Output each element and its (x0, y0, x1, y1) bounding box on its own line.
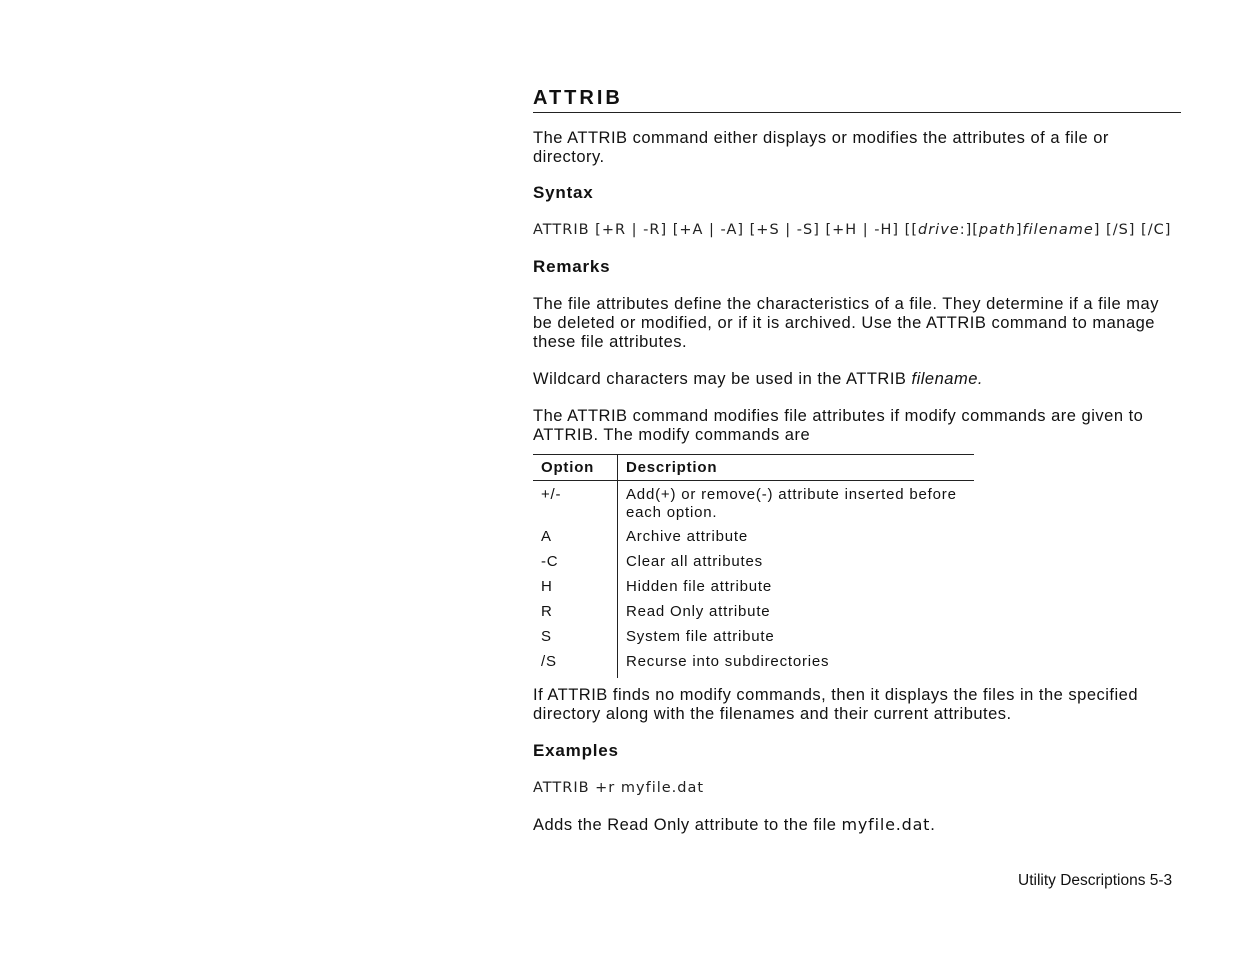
remarks-paragraph-2 (533, 370, 1181, 389)
table-row (533, 653, 974, 678)
table-row (533, 481, 974, 529)
table-header-row (533, 455, 974, 481)
table-row (533, 578, 974, 603)
remarks-p2-italic: filename. (911, 370, 983, 388)
syntax-part4: ] [/S] [/C] (1093, 222, 1172, 238)
intro-paragraph: The ATTRIB command either displays or modifies the attributes of a file or directory. (533, 129, 1109, 166)
syntax-part3: ] (1015, 222, 1023, 238)
option-cell: S (533, 628, 618, 653)
syntax-drive: drive (918, 222, 960, 238)
example-code: ATTRIB +r myfile.dat (533, 780, 705, 796)
remarks-heading: Remarks (533, 257, 611, 276)
remarks-paragraph-4: If ATTRIB finds no modify commands, then it displays the files in the specified directory along with the filenames and their current attributes. (533, 686, 1139, 723)
example-desc-file: myfile.dat (841, 815, 931, 834)
option-cell: R (533, 603, 618, 628)
option-cell: H (533, 578, 618, 603)
syntax-heading: Syntax (533, 183, 594, 202)
table-row (533, 603, 974, 628)
syntax-line (533, 221, 1181, 239)
syntax-filename: filename (1022, 222, 1094, 238)
description-cell: Hidden file attribute (626, 578, 773, 595)
option-cell: +/- (533, 481, 618, 529)
examples-heading: Examples (533, 741, 619, 760)
table-row (533, 628, 974, 653)
description-cell: Read Only attribute (626, 603, 771, 620)
description-cell: System file attribute (626, 628, 775, 645)
table-row (533, 528, 974, 553)
column-header-description: Description (618, 455, 975, 481)
page-footer: Utility Descriptions 5-3 (1018, 872, 1173, 889)
option-cell: A (533, 528, 618, 553)
table-row (533, 553, 974, 578)
page-content (533, 86, 1181, 835)
description-cell: Clear all attributes (626, 553, 763, 570)
description-cell: Archive attribute (626, 528, 748, 545)
description-cell: Recurse into subdirectories (626, 653, 830, 670)
column-header-option: Option (533, 455, 618, 481)
remarks-paragraph-3: The ATTRIB command modifies file attributes if modify commands are given to ATTRIB. The modify commands are (533, 407, 1144, 444)
example-desc-text: Adds the Read Only attribute to the file (533, 816, 842, 834)
option-cell: /S (533, 653, 618, 678)
description-cell: Add(+) or remove(-) attribute inserted before each option. (626, 486, 957, 521)
remarks-p2-text: Wildcard characters may be used in the ATTRIB (533, 370, 912, 388)
example-desc-end: . (930, 816, 936, 834)
syntax-part1: ATTRIB [+R | -R] [+A | -A] [+S | -S] [+H | -H] [[ (533, 222, 918, 238)
page-title: ATTRIB (533, 86, 1181, 113)
option-cell: -C (533, 553, 618, 578)
remarks-paragraph-1: The file attributes define the characteristics of a file. They determine if a file may be deleted or modified, or if it is archived. Use the ATTRIB command to manage these file attributes. (533, 295, 1159, 351)
syntax-part2: :][ (959, 222, 979, 238)
syntax-path: path (978, 222, 1016, 238)
example-description (533, 815, 1181, 835)
options-table (533, 454, 974, 678)
